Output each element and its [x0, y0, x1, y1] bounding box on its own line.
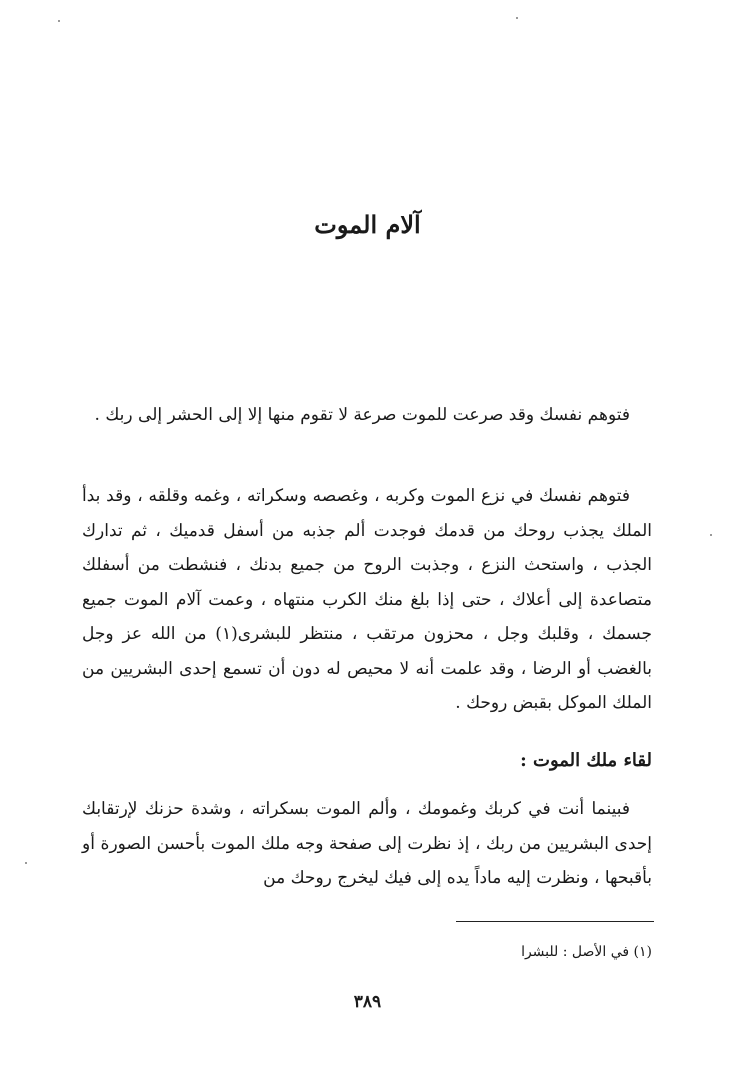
paragraph-text: فتوهم نفسك في نزع الموت وكربه ، وغصصه وسكراته ، وغمه وقلقه ، وقد بدأ الملك يجذب روحك من قدمك فوجدت ألم جذبه من أسفل قدميك ، ثم تدارك الجذب ، واستحث النزع ، وجذبت الروح من جميع بدنك ، فنشطت من أسفلك متصاعدة إلى أعلاك ، حتى إذا بلغ منك الكرب منتهاه ، وعمت آلام الموت جميع جسمك ، وقلبك وجل ، محزون مرتقب ، منتظر للبشرى(١) من الله عز وجل بالغضب أو الرضا ، وقد علمت أنه لا محيص له دون أن تسمع إحدى البشريين من الملك الموكل بقبض روحك . — [82, 486, 652, 713]
scan-speck — [710, 534, 712, 536]
paragraph — [82, 479, 652, 721]
scan-speck — [58, 20, 60, 22]
scan-speck — [25, 862, 27, 864]
paragraph — [82, 792, 652, 896]
paragraph — [82, 398, 652, 433]
paragraph-text: فبينما أنت في كربك وغمومك ، وألم الموت بسكراته ، وشدة حزنك لإرتقابك إحدى البشريين من ربك ، إذ نظرت إلى صفحة وجه ملك الموت بأحسن الصورة أو بأقبحها ، ونظرت إليه ماداً يده إلى فيك ليخرج روحك من — [82, 799, 652, 888]
section-heading: لقاء ملك الموت : — [520, 750, 652, 771]
footnote: (١) في الأصل : للبشرا — [521, 944, 652, 960]
page-number: ٣٨٩ — [353, 992, 382, 1012]
page-title: آلام الموت — [314, 210, 421, 239]
scan-speck — [516, 17, 518, 19]
footnote-divider — [456, 921, 654, 922]
paragraph-text: فتوهم نفسك وقد صرعت للموت صرعة لا تقوم منها إلا إلى الحشر إلى ربك . — [94, 405, 630, 425]
